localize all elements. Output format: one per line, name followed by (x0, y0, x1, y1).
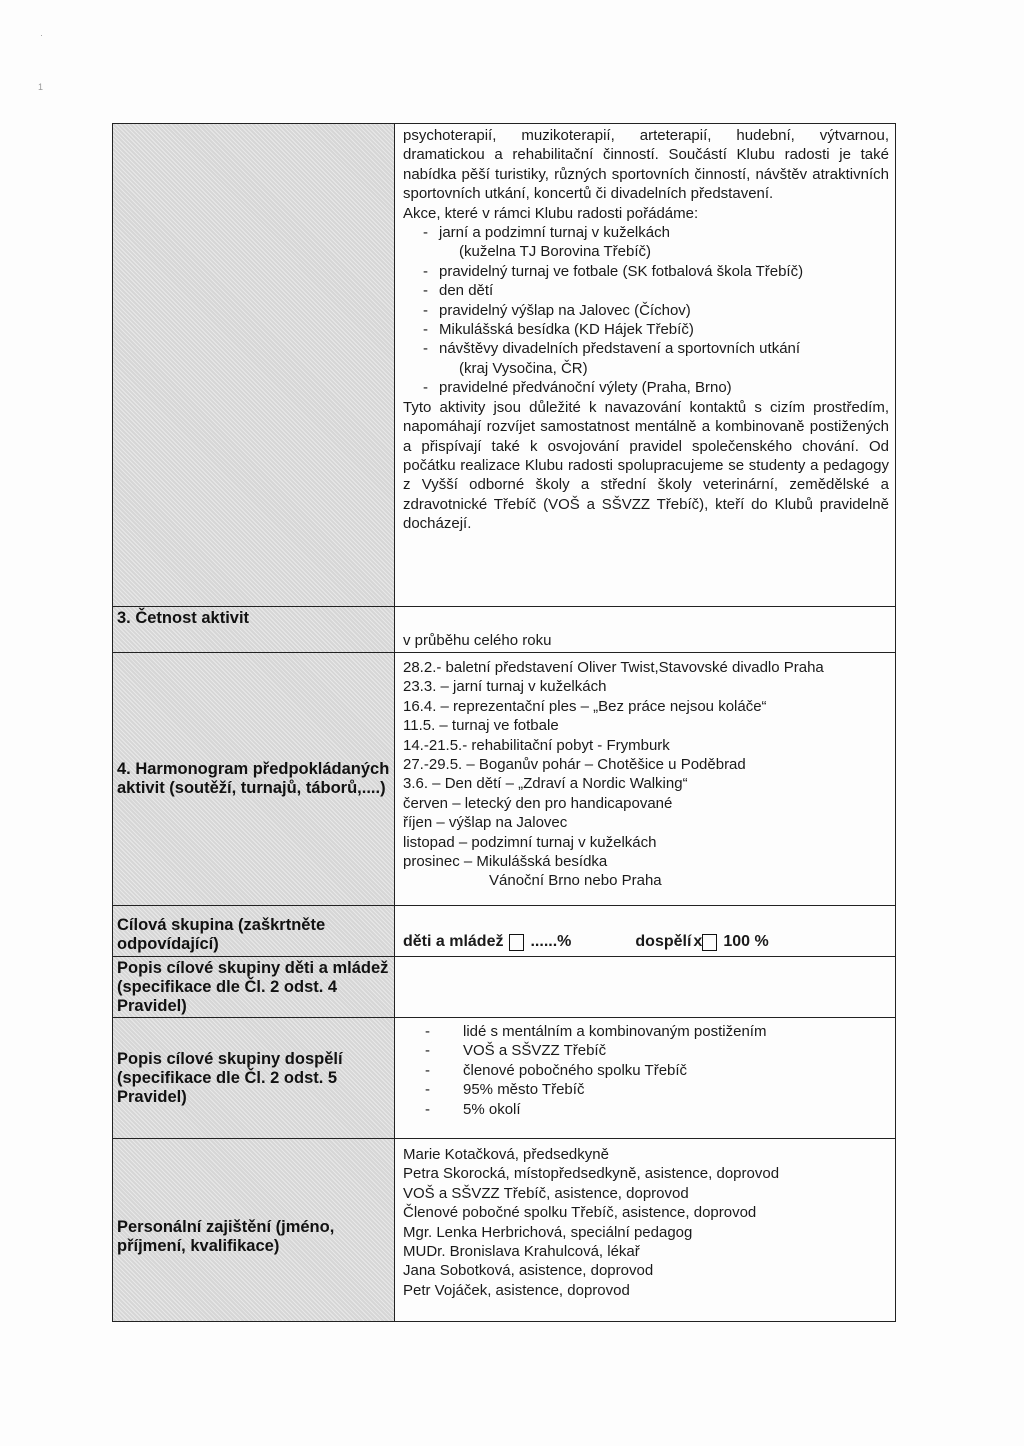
dospeli-label: dospělí (635, 932, 692, 950)
dospeli-item (403, 1061, 889, 1080)
akce-list (403, 223, 889, 398)
popis-dospeli-value (395, 1018, 895, 1138)
harmonogram-row (112, 653, 896, 906)
harmonogram-entry: 27.-29.5. – Boganův pohár – Chotěšice u Poděbrad (403, 756, 746, 774)
personnel-entry: Členové pobočné spolku Třebíč, asistence, doprovod (403, 1204, 757, 1222)
dospeli-item-text: 95% město Třebíč (463, 1081, 585, 1099)
akce-item-text: den dětí (439, 282, 494, 300)
harmonogram-entry: říjen – výšlap na Jalovec (403, 814, 568, 832)
dospeli-item (403, 1022, 889, 1041)
akce-item (403, 262, 889, 281)
dospeli-item-text: 5% okolí (463, 1100, 521, 1118)
akce-intro: Akce, které v rámci Klubu radosti pořádáme: (403, 204, 699, 222)
akce-item-text: jarní a podzimní turnaj v kuželkách (439, 224, 670, 242)
akce-item-text: pravidelný výšlap na Jalovec (Číchov) (439, 301, 691, 319)
harmonogram-label: 4. Harmonogram předpokládaných aktivit (soutěží, turnajů, táborů,....) (113, 653, 395, 905)
personnel-entry: Petr Vojáček, asistence, doprovod (403, 1281, 630, 1299)
akce-item-subtext: (kraj Vysočina, ČR) (459, 359, 588, 377)
dash-bullet: - (423, 282, 428, 300)
akce-item (403, 223, 889, 242)
popis-dospeli-label: Popis cílové skupiny dospělí (specifikace dle Čl. 2 odst. 5 Pravidel) (113, 1018, 395, 1138)
cetnost-label: 3. Četnost aktivit (113, 607, 395, 652)
personalni-list (403, 1145, 889, 1300)
popis-deti-label: Popis cílové skupiny děti a mládež (specifikace dle Čl. 2 odst. 4 Pravidel) (113, 957, 395, 1017)
harmonogram-entry: červen – letecký den pro handicapované (403, 794, 673, 812)
dash-bullet: - (425, 1081, 430, 1099)
akce-item-text: pravidelný turnaj ve fotbale (SK fotbalová škola Třebíč) (439, 262, 804, 280)
personnel-entry: Mgr. Lenka Herbrichová, speciální pedagog (403, 1223, 693, 1241)
form-table (112, 123, 896, 1322)
cilova-row (112, 906, 896, 957)
dospeli-item (403, 1041, 889, 1060)
harmonogram-entry: 11.5. – turnaj ve fotbale (403, 717, 559, 735)
cetnost-row (112, 607, 896, 653)
akce-item (403, 320, 889, 339)
personalni-label: Personální zajištění (jméno, příjmení, kvalifikace) (113, 1139, 395, 1321)
activities-label-cell (113, 124, 395, 606)
harmonogram-entry: prosinec – Mikulášská besídka (403, 853, 608, 871)
dospeli-item (403, 1080, 889, 1099)
activities-row (112, 124, 896, 607)
harmonogram-entry: 23.3. – jarní turnaj v kuželkách (403, 678, 607, 696)
dash-bullet: - (425, 1100, 430, 1118)
dospeli-list (403, 1022, 889, 1119)
dash-bullet: - (423, 262, 428, 280)
harmonogram-entry: 16.4. – reprezentační ples – „Bez práce nejsou koláče“ (403, 697, 767, 715)
harmonogram-entry: 28.2.- baletní představení Oliver Twist,Stavovské divadlo Praha (403, 659, 824, 676)
cilova-label: Cílová skupina (zaškrtněte odpovídající) (113, 906, 395, 956)
harmonogram-value (395, 653, 895, 905)
personnel-entry: Petra Skorocká, místopředsedkyně, asistence, doprovod (403, 1165, 780, 1183)
dospeli-percent: 100 % (723, 932, 769, 950)
harmonogram-last-line: Vánoční Brno nebo Praha (489, 872, 662, 890)
dash-bullet: - (425, 1023, 430, 1040)
personalni-row (112, 1139, 896, 1322)
akce-item-text: návštěvy divadelních představení a sportovních utkání (439, 340, 801, 358)
cetnost-value (395, 607, 895, 652)
dospeli-item (403, 1100, 889, 1119)
akce-item-text: pravidelné předvánoční výlety (Praha, Brno) (439, 379, 732, 397)
popis-deti-value (395, 957, 895, 1017)
deti-percent: ......% (530, 932, 572, 950)
popis-dospeli-row (112, 1018, 896, 1139)
personnel-entry: Marie Kotačková, předsedkyně (403, 1146, 609, 1163)
dospeli-item-text: členové pobočného spolku Třebíč (463, 1061, 688, 1079)
personnel-entry: VOŠ a SŠVZZ Třebíč, asistence, doprovod (403, 1184, 689, 1202)
personnel-entry: Jana Sobotková, asistence, doprovod (403, 1262, 654, 1280)
harmonogram-entry: 3.6. – Den dětí – „Zdraví a Nordic Walking“ (403, 775, 688, 793)
personnel-entry: MUDr. Bronislava Krahulcová, lékař (403, 1243, 640, 1261)
harmonogram-entry: listopad – podzimní turnaj v kuželkách (403, 833, 657, 851)
dash-bullet: - (423, 301, 428, 319)
dash-bullet: - (423, 379, 428, 397)
cetnost-text: v průběhu celého roku (403, 631, 552, 649)
dash-bullet: - (423, 224, 428, 242)
harmonogram-entry: 14.-21.5.- rehabilitační pobyt - Frymburk (403, 736, 670, 754)
akce-item-text: Mikulášská besídka (KD Hájek Třebíč) (439, 321, 694, 339)
deti-checkbox[interactable] (509, 934, 524, 951)
deti-label: děti a mládež (403, 932, 504, 950)
harmonogram-list (403, 658, 889, 871)
personalni-value (395, 1139, 895, 1321)
akce-item-subtext: (kuželna TJ Borovina Třebíč) (459, 243, 652, 261)
akce-item (403, 378, 889, 397)
dospeli-item-text: VOŠ a SŠVZZ Třebíč (463, 1042, 607, 1060)
dospeli-item-text: lidé s mentálním a kombinovaným postižením (463, 1023, 767, 1040)
dospeli-check-mark: x (693, 932, 703, 950)
akce-item (403, 301, 889, 320)
closing-paragraph: Tyto aktivity jsou důležité k navazování kontaktů s cizím prostředím, napomáhají rozvíjet samostatnost mentálně a kombinovaně postižených a přispívají také k osvojování pravidel společenského chování. Od počátku realizace Klubu radosti spolupracujeme se studenty a pedagogy z Vyšší odborné školy a střední školy veterinární, zemědělské a zdravotnické Třebíč (VOŠ a SŠVZZ Třebíč), kteří do Klubů pravidelně docházejí. (403, 398, 889, 533)
dash-bullet: - (423, 340, 428, 358)
dash-bullet: - (425, 1042, 430, 1060)
cilova-value (395, 906, 895, 956)
activities-value-cell (395, 124, 895, 606)
intro-paragraph: psychoterapií, muzikoterapií, arteterapií, hudební, výtvarnou, dramatickou a rehabilitační činností. Součástí Klubu radosti je také nabídka pěší turistiky, různých sportovních činností, návštěv atraktivních sportovních utkání, koncertů či divadelních představení. (403, 127, 889, 203)
akce-item (403, 281, 889, 300)
dospeli-checkbox[interactable] (702, 934, 717, 951)
corner-mark-2: 1 (38, 82, 44, 92)
popis-deti-row (112, 957, 896, 1018)
corner-mark-1: · (40, 30, 43, 40)
dash-bullet: - (425, 1061, 430, 1079)
dash-bullet: - (423, 321, 428, 339)
akce-item (403, 339, 889, 358)
